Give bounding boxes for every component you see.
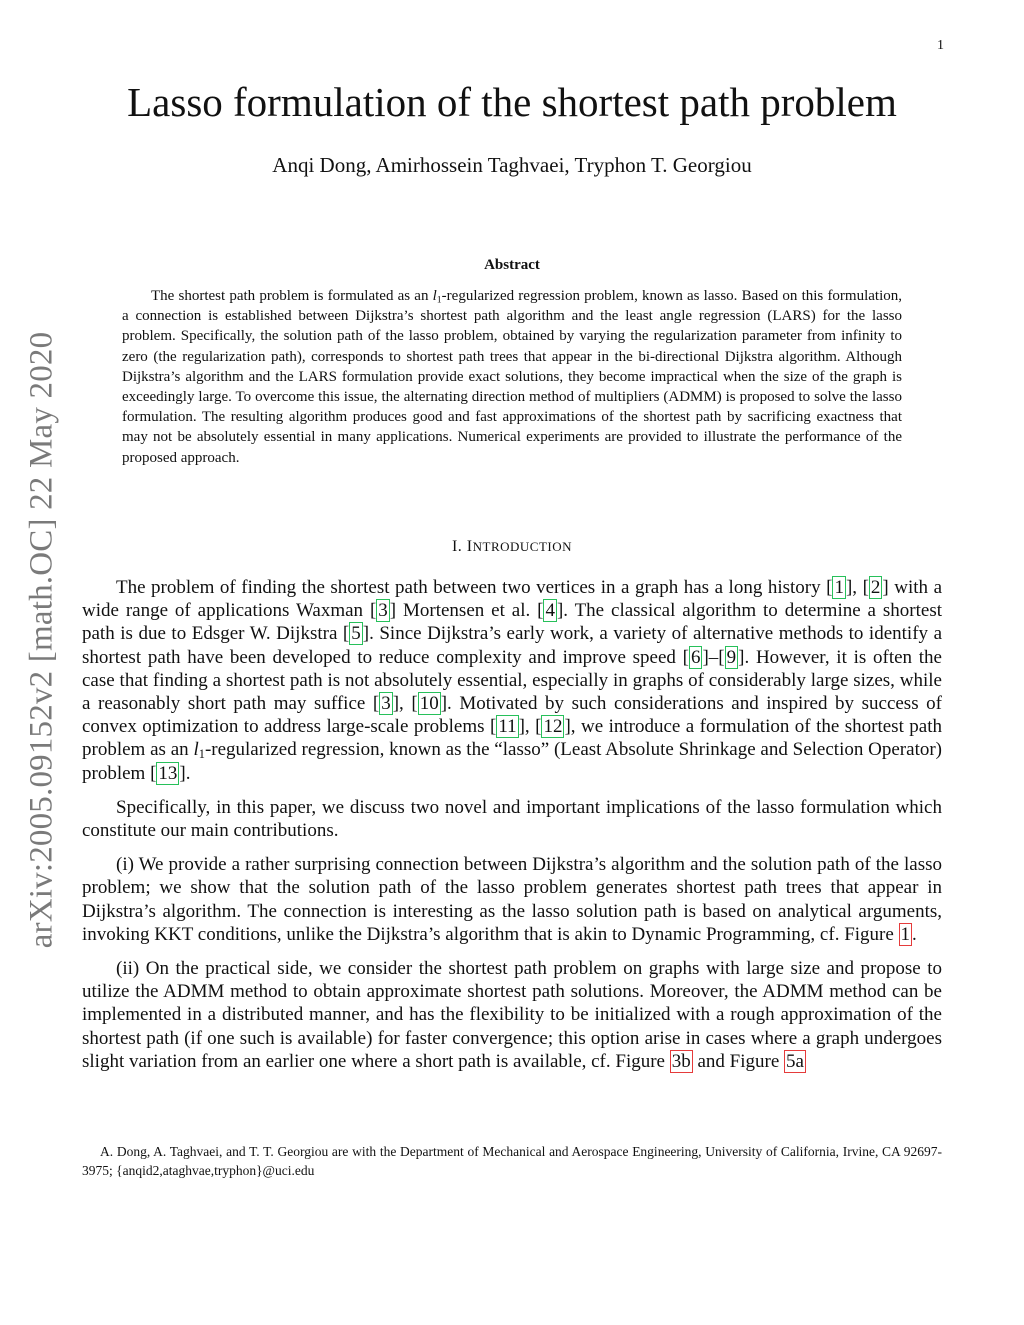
intro-paragraph-1: The problem of finding the shortest path between two vertices in a graph has a long history [ 1 ], [ 2 ] with a wide range of applications Waxman [ 3 ] Mortensen et al. [ 4 ]. The classical algorithm to determine a shortest path is due to Edsger W. Dijkstra [ 5 ]. Since Dijkstra’s early work, a variety of alternative methods to identify a shortest path have been developed to reduce complexity and improve speed [ 6 ]–[ 9 ]. However, it is often the case that finding a shortest path is not absolutely essential, especially in graphs of considerably large sizes, while a reasonably short path may suffice [ 3 ], [ 10 ]. Motivated by such considerations and inspired by success of convex optimization to address large-scale problems [ 11 ], [ 12 ], we introduce a formulation of the shortest path problem as an $l_1$-regularized regression, known as the “lasso” (Least Absolute Shrinkage and Selection Operator) problem [ 13 ]. [82,577,943,784]
citation-link[interactable]: 11 [498,716,517,738]
section-heading-introduction: I. INTRODUCTION [451,538,573,555]
citation-link[interactable]: 5 [351,623,361,645]
intro-paragraph-2: Specifically, in this paper, we discuss two novel and important implications of the lasso formulation which constitute our main contributions. [82,796,942,842]
citation-link[interactable]: 13 [158,762,178,784]
citation-link[interactable]: 4 [545,600,555,622]
figure-link[interactable]: 1 [900,923,911,945]
intro-paragraph-3: (i) We provide a rather surprising connection between Dijkstra’s algorithm and the solution path of the lasso problem; we show that the solution path of the lasso problem generates shortest path trees that appear in Dijkstra’s algorithm. The connection is interesting as the lasso solution path is based on analytical arguments, invoking KKT conditions, unlike the Dijkstra’s algorithm that is akin to Dynamic Programming, cf. Figure 1 . [82,854,942,945]
page-number: 1 [937,38,944,53]
paper-title: Lasso formulation of the shortest path problem [127,79,897,125]
intro-paragraph-4: (ii) On the practical side, we consider the shortest path problem on graphs with large size and propose to utilize the ADMM method to obtain approximate shortest path solutions. Moreover, the ADMM method can be implemented in a distributed manner, and has the flexibility to be initialized with a rough approximation of the shortest path (if one such is available) for faster convergence; this option arise in cases where a graph undergoes slight variation from an earlier one where a short path is available, cf. Figure 3b and Figure 5a [82,958,942,1072]
figure-link[interactable]: 3b [671,1050,691,1072]
citation-link[interactable]: 12 [543,716,563,738]
abstract-body: The shortest path problem is formulated as an $l_1$-regularized regression problem, known as lasso. Based on this formulation, a connection is established between Dijkstra’s shortest path algorithm and the least angle regression (LARS) for the lasso problem. Specifically, the solution path of the lasso problem, obtained by varying the regularization parameter from infinity to zero (the regularization path), corresponds to shortest path trees that appear in the bi-directional Dijkstra algorithm. Although Dijkstra’s algorithm and the LARS formulation provide exact solutions, they become impractical when the size of the graph is exceedingly large. To overcome this issue, the alternating direction method of multipliers (ADMM) is proposed to solve the lasso formulation. The resulting algorithm produces good and fast approximations of the shortest path by sacrificing exactness that may not be absolutely essential in many applications. Numerical experiments are provided to illustrate the performance of the proposed approach. [122,288,903,466]
citation-link[interactable]: 10 [419,693,439,715]
figure-link[interactable]: 5a [786,1050,804,1072]
abstract-heading: Abstract [484,257,540,273]
arxiv-identifier-stamp [22,320,62,960]
citation-link[interactable]: 3 [381,693,391,715]
citation-link[interactable]: 6 [690,646,701,668]
citation-link[interactable]: 2 [870,577,881,598]
author-affiliation-footnote: A. Dong, A. Taghvaei, and T. T. Georgiou are with the Department of Mechanical and Aerospace Engineering, University of California, Irvine, CA 92697-3975; {anqid2,ataghvae,tryphon}@uci.edu [82,1144,942,1178]
citation-link[interactable]: 9 [726,646,737,668]
introduction-body [82,576,942,1084]
paper-authors: Anqi Dong, Amirhossein Taghvaei, Tryphon T. Georgiou [272,153,752,177]
arxiv-identifier-text: arXiv:2005.09152v2 [math.OC] 22 May 2020 [23,331,60,949]
citation-link[interactable]: 1 [834,577,844,598]
citation-link[interactable]: 3 [378,600,388,622]
